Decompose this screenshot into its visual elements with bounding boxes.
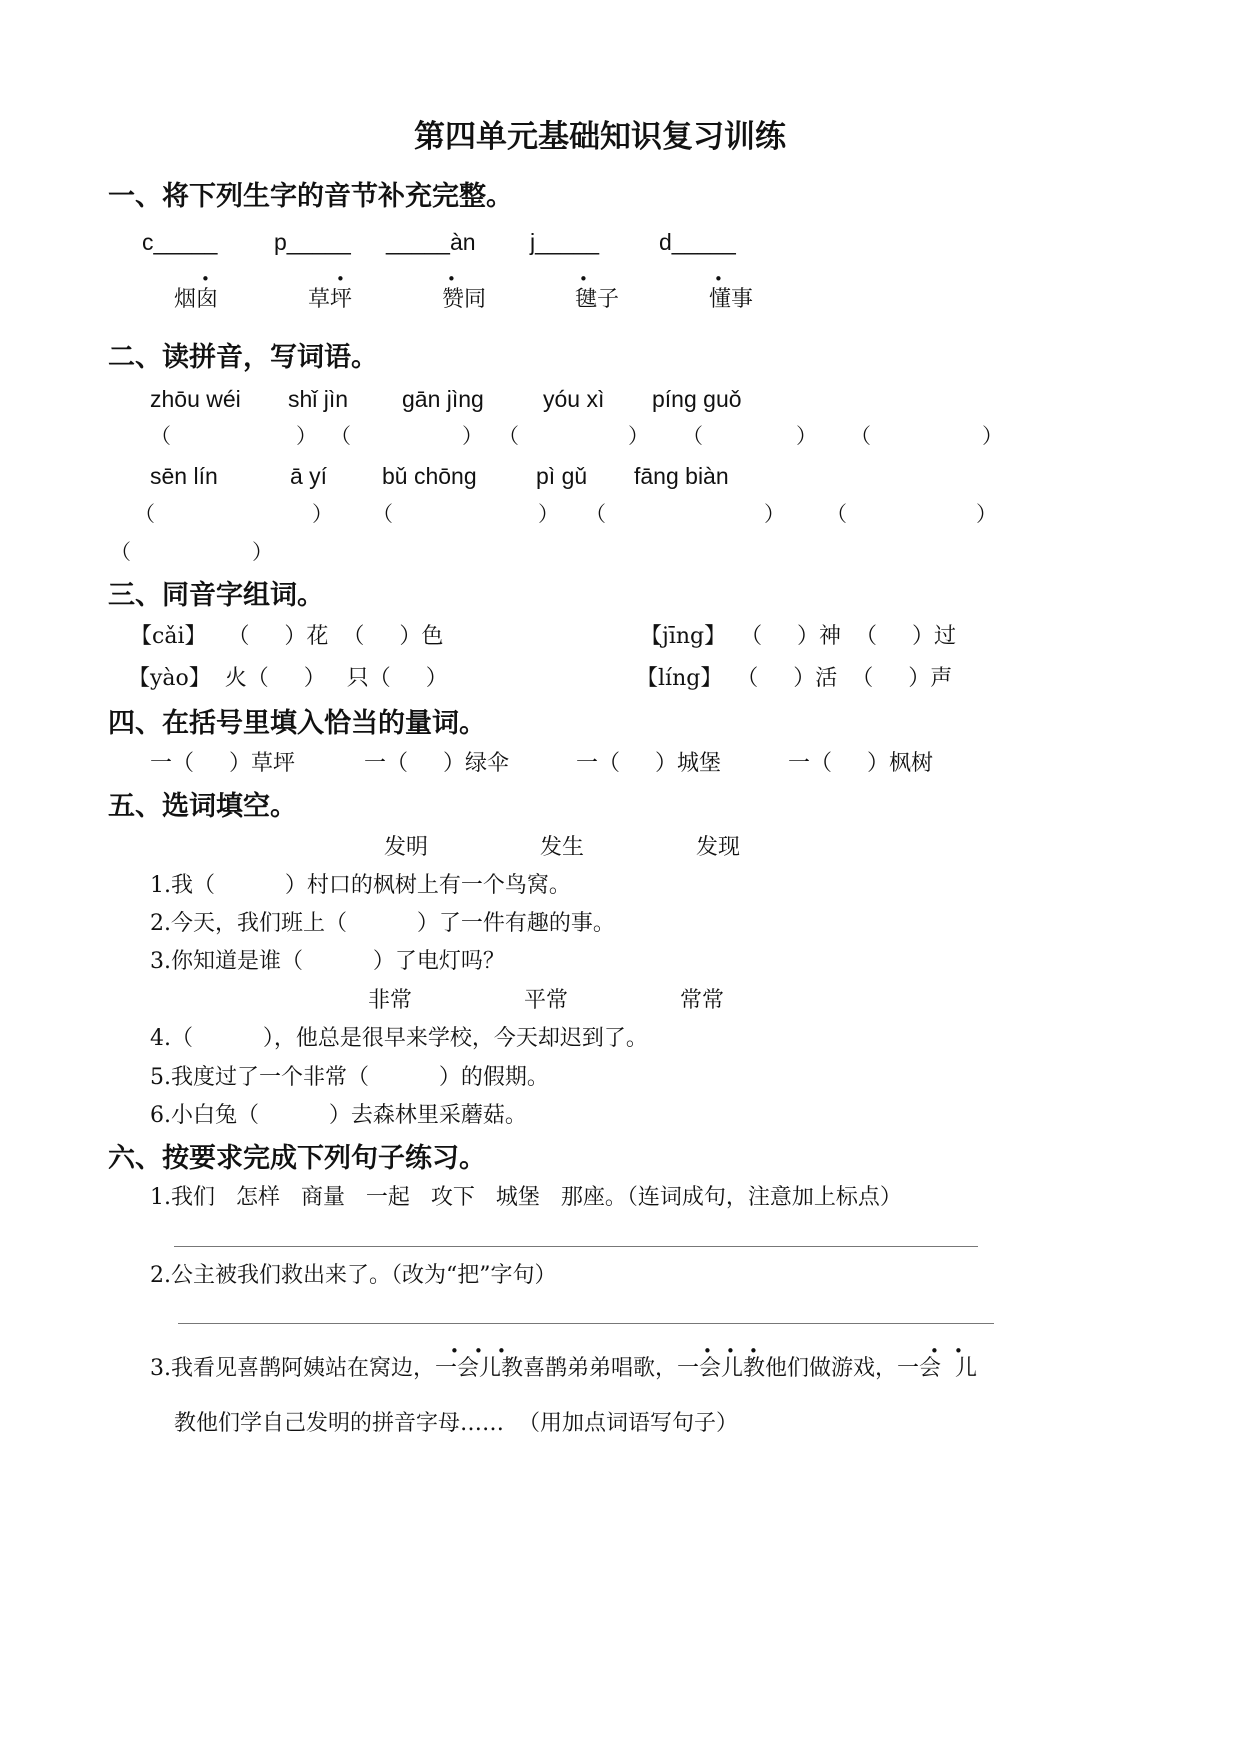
pinyin-word: gān jìng bbox=[402, 386, 484, 412]
answer-paren-open: （ bbox=[330, 424, 351, 448]
sentence-question-3: 3.我看见喜鹊阿姨站在窝边，一会儿教喜鹊弟弟唱歌，一会儿教他们做游戏，一会 儿 bbox=[150, 1356, 977, 1381]
homophone-group-ling: 【líng】 （ ）活 （ ）声 bbox=[636, 666, 953, 691]
measure-word-item: 一（ ）绿伞 bbox=[364, 751, 509, 776]
word-3: 赞同 bbox=[442, 287, 487, 312]
answer-paren-close: ） bbox=[976, 502, 997, 526]
section-4-heading: 四、在括号里填入恰当的量词。 bbox=[108, 708, 486, 739]
word-4: 毽子 bbox=[575, 287, 620, 312]
word-choice: 发生 bbox=[540, 835, 585, 860]
answer-line[interactable] bbox=[178, 1323, 994, 1324]
answer-paren-close: ） bbox=[296, 424, 317, 448]
answer-paren-close: ） bbox=[252, 540, 273, 564]
sentence-question-2: 2.公主被我们救出来了。（改为“把”字句） bbox=[150, 1263, 557, 1288]
answer-paren-open: （ bbox=[372, 502, 393, 526]
pinyin-word: zhōu wéi bbox=[150, 386, 241, 412]
emphasis-dot: • bbox=[749, 1342, 758, 1360]
answer-paren-open: （ bbox=[850, 424, 871, 448]
homophone-group-jing: 【jīng】 （ ）神 （ ）过 bbox=[640, 624, 957, 649]
word-2: 草坪 bbox=[308, 287, 353, 312]
pinyin-word: sēn lín bbox=[150, 463, 218, 489]
answer-paren-close: ） bbox=[312, 502, 333, 526]
section-5-heading: 五、选词填空。 bbox=[108, 791, 297, 822]
answer-paren-close: ） bbox=[796, 424, 817, 448]
pinyin-word: fāng biàn bbox=[634, 463, 729, 489]
emphasis-dot: • bbox=[714, 270, 723, 288]
emphasis-dot: • bbox=[930, 1342, 939, 1360]
pinyin-word: yóu xì bbox=[543, 386, 605, 412]
word-choice: 发明 bbox=[384, 835, 429, 860]
emphasis-dot: • bbox=[336, 270, 345, 288]
answer-paren-open: （ bbox=[110, 540, 131, 564]
answer-paren-close: ） bbox=[462, 424, 483, 448]
answer-paren-close: ） bbox=[764, 502, 785, 526]
pinyin-word: píng guǒ bbox=[652, 386, 742, 412]
word-1: 烟囱 bbox=[174, 287, 219, 312]
word-choice: 常常 bbox=[680, 988, 725, 1013]
answer-line[interactable] bbox=[174, 1246, 978, 1247]
measure-word-item: 一（ ）枫树 bbox=[788, 751, 933, 776]
emphasis-dot: • bbox=[703, 1342, 712, 1360]
word-choice: 非常 bbox=[368, 988, 413, 1013]
section-1-heading: 一、将下列生字的音节补充完整。 bbox=[108, 181, 513, 212]
word-choice: 发现 bbox=[696, 835, 741, 860]
word-choice: 平常 bbox=[524, 988, 569, 1013]
emphasis-dot: • bbox=[447, 270, 456, 288]
fill-question-6: 6.小白兔（ ）去森林里采蘑菇。 bbox=[150, 1103, 527, 1128]
answer-paren-open: （ bbox=[682, 424, 703, 448]
homophone-group-cai: 【cǎi】 （ ）花 （ ）色 bbox=[130, 624, 444, 649]
section-3-heading: 三、同音字组词。 bbox=[108, 580, 324, 611]
pinyin-blank-2[interactable]: p_____ bbox=[274, 229, 351, 255]
pinyin-word: ā yí bbox=[290, 463, 328, 489]
answer-paren-close: ） bbox=[538, 502, 559, 526]
section-6-heading: 六、按要求完成下列句子练习。 bbox=[108, 1143, 486, 1174]
answer-paren-close: ） bbox=[982, 424, 1003, 448]
fill-question-2: 2.今天，我们班上（ ）了一件有趣的事。 bbox=[150, 911, 615, 936]
pinyin-blank-3[interactable]: _____àn bbox=[386, 229, 476, 255]
emphasis-dot: • bbox=[579, 270, 588, 288]
answer-paren-open: （ bbox=[826, 502, 847, 526]
homophone-group-yao: 【yào】 火（ ） 只（ ） bbox=[128, 666, 448, 691]
answer-paren-open: （ bbox=[150, 424, 171, 448]
pinyin-blank-5[interactable]: d_____ bbox=[659, 229, 736, 255]
answer-paren-open: （ bbox=[134, 502, 155, 526]
section-2-heading: 二、读拼音，写词语。 bbox=[108, 342, 378, 373]
page-title: 第四单元基础知识复习训练 bbox=[414, 119, 786, 155]
pinyin-word: bǔ chōng bbox=[382, 463, 477, 489]
answer-paren-open: （ bbox=[498, 424, 519, 448]
pinyin-word: pì gǔ bbox=[536, 463, 588, 489]
sentence-question-1: 1.我们 怎样 商量 一起 攻下 城堡 那座。（连词成句，注意加上标点） bbox=[150, 1185, 902, 1210]
answer-paren-open: （ bbox=[585, 502, 606, 526]
word-5: 懂事 bbox=[709, 287, 754, 312]
fill-question-1: 1.我（ ）村口的枫树上有一个鸟窝。 bbox=[150, 873, 571, 898]
pinyin-blank-1[interactable]: c_____ bbox=[142, 229, 218, 255]
pinyin-word: shǐ jìn bbox=[288, 386, 349, 412]
emphasis-dot: • bbox=[201, 270, 210, 288]
emphasis-dot: • bbox=[726, 1342, 735, 1360]
emphasis-dot: • bbox=[954, 1342, 963, 1360]
emphasis-dot: • bbox=[450, 1342, 459, 1360]
answer-paren-close: ） bbox=[628, 424, 649, 448]
sentence-question-3-continued: 教他们学自己发明的拼音字母…… （用加点词语写句子） bbox=[174, 1411, 738, 1436]
fill-question-4: 4.（ ），他总是很早来学校，今天却迟到了。 bbox=[150, 1026, 648, 1051]
fill-question-5: 5.我度过了一个非常（ ）的假期。 bbox=[150, 1065, 549, 1090]
pinyin-blank-4[interactable]: j_____ bbox=[530, 229, 600, 255]
measure-word-item: 一（ ）城堡 bbox=[576, 751, 721, 776]
measure-word-item: 一（ ）草坪 bbox=[150, 751, 295, 776]
fill-question-3: 3.你知道是谁（ ）了电灯吗？ bbox=[150, 949, 505, 974]
emphasis-dot: • bbox=[474, 1342, 483, 1360]
emphasis-dot: • bbox=[497, 1342, 506, 1360]
